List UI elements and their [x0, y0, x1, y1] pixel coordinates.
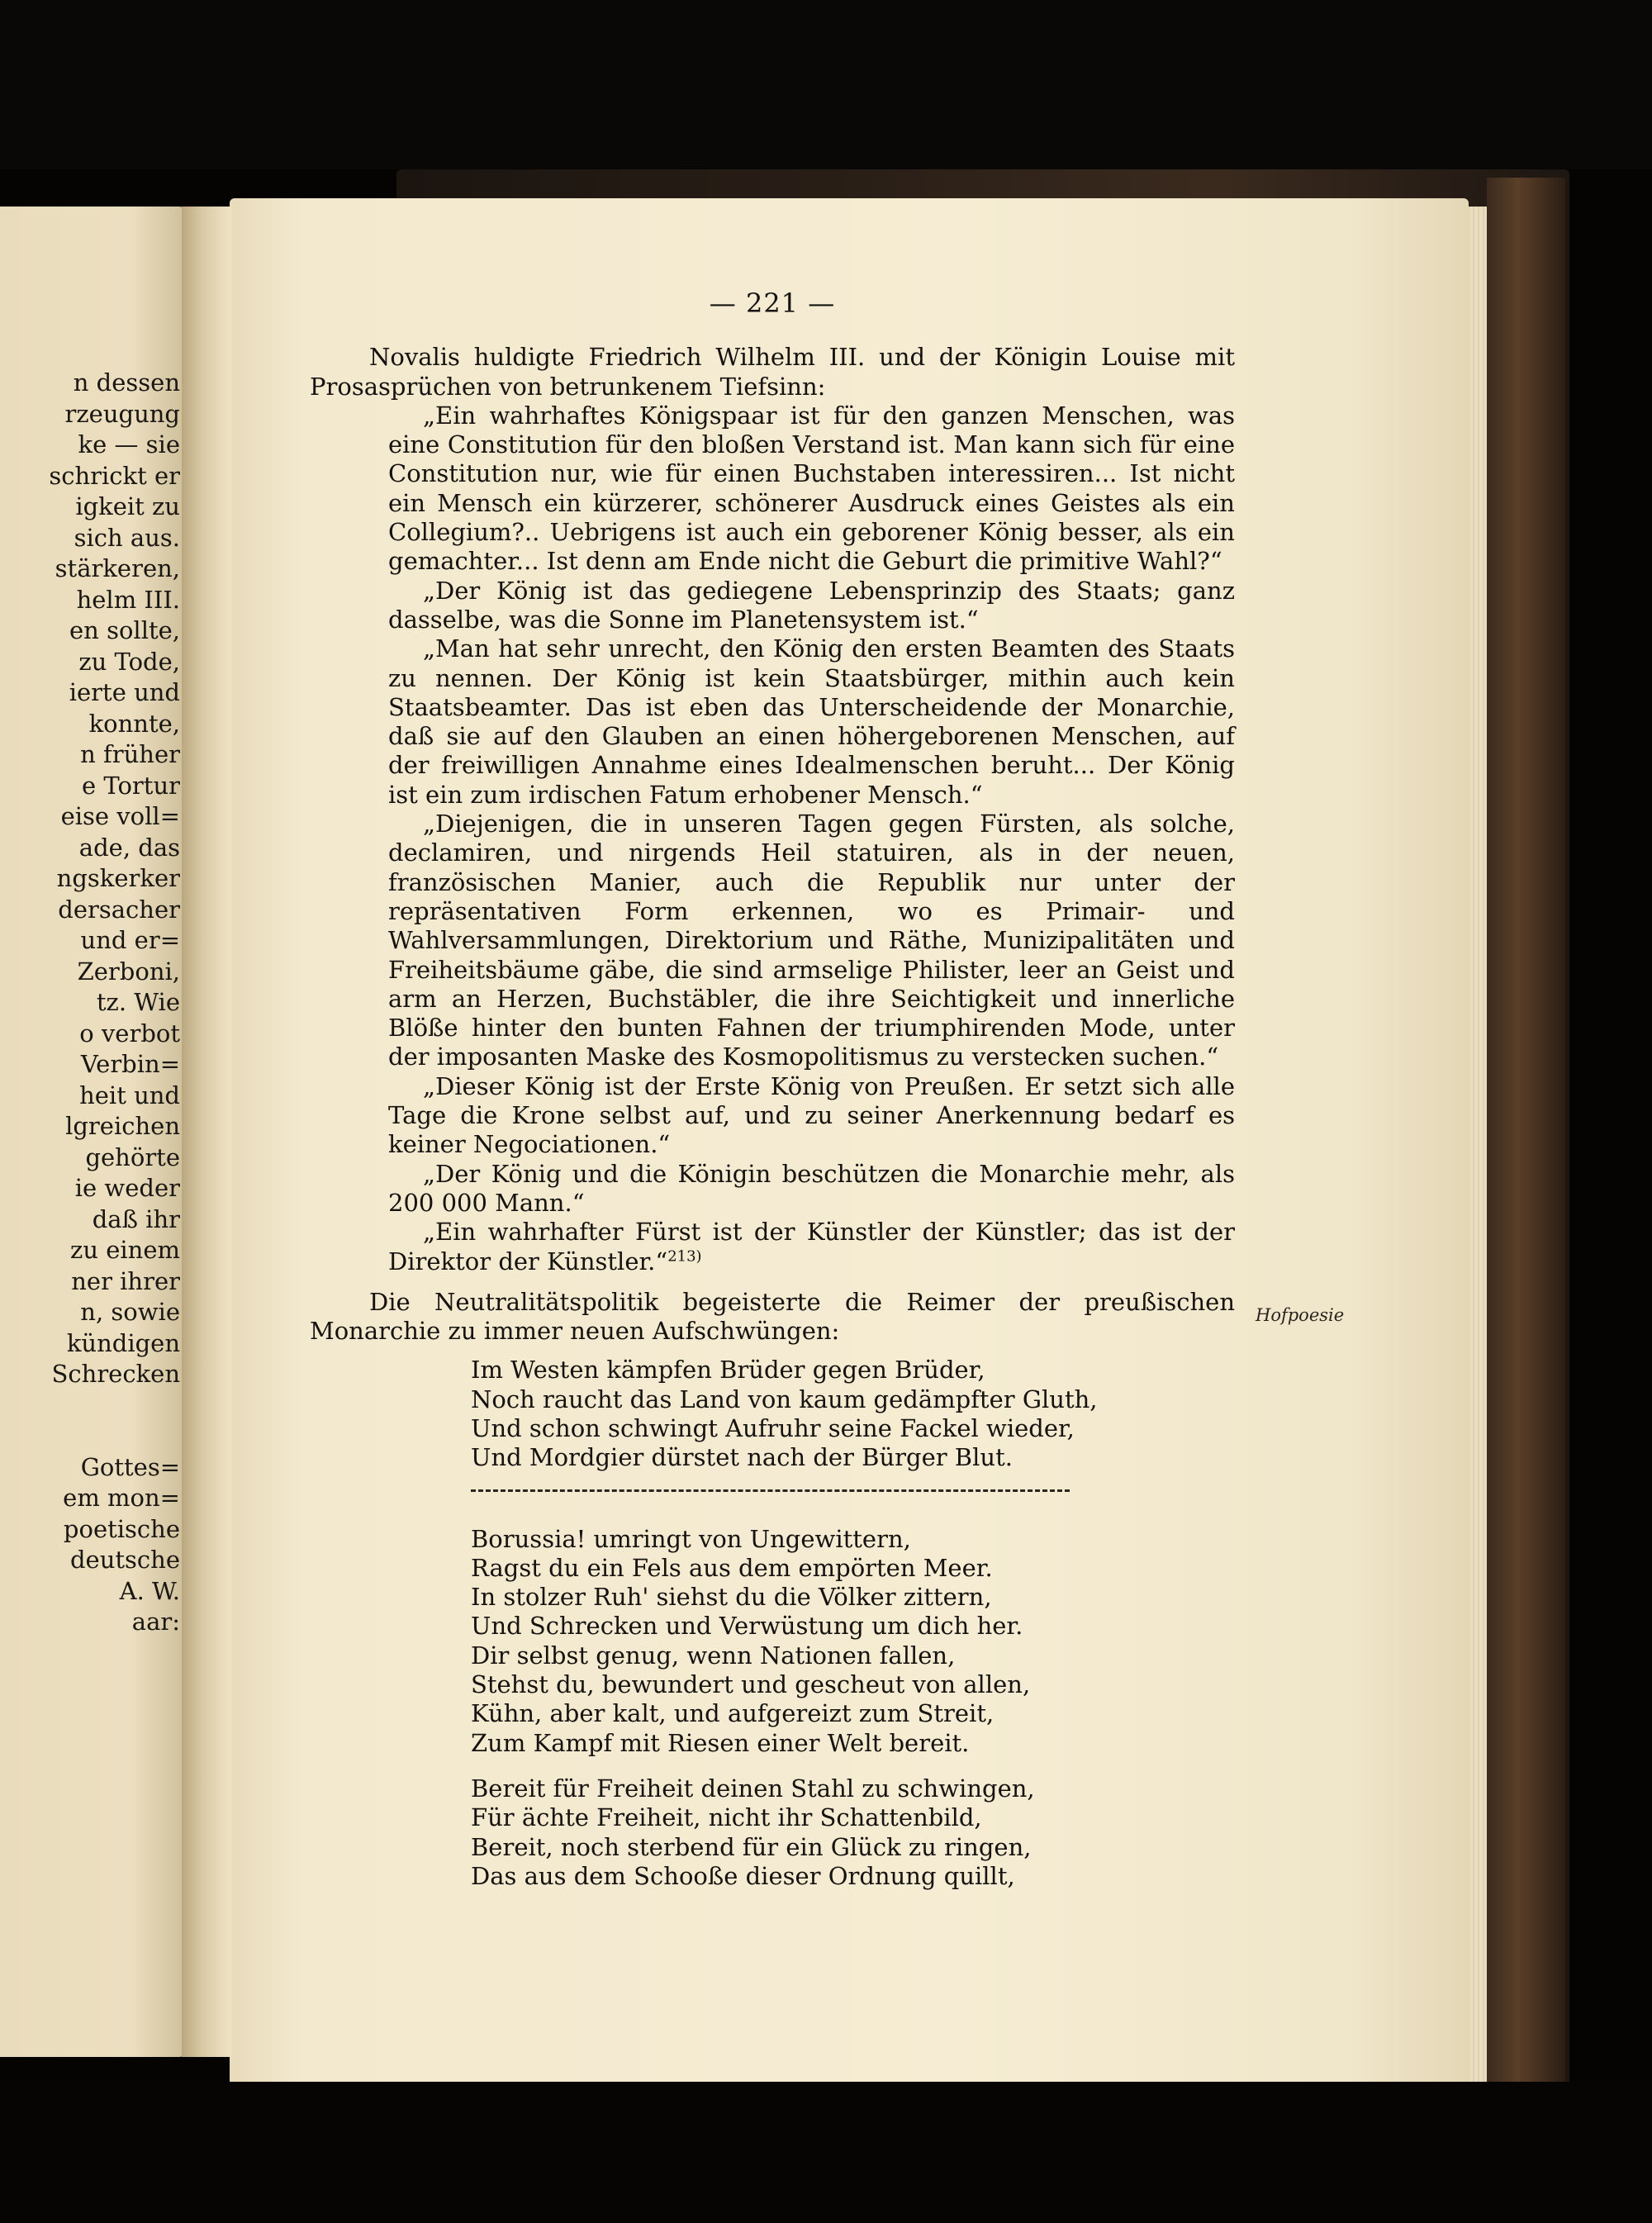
left-page-line: gehörte	[85, 1142, 180, 1171]
intro-paragraph: Novalis huldigte Friedrich Wilhelm III. und der Königin Louise mit Prosasprüchen von betrunkenem Tiefsinn:	[310, 343, 1235, 401]
left-page-line: aar:	[131, 1608, 180, 1636]
quote-paragraph: „Der König ist das gediegene Lebensprinzip des Staats; ganz dasselbe, was die Sonne im Planetensystem ist.“	[388, 576, 1235, 634]
poem-stanza-1	[471, 1356, 1235, 1472]
left-page-line: kündigen	[66, 1328, 180, 1357]
left-page-line: n, sowie	[80, 1298, 180, 1326]
page-number: — 221 —	[709, 287, 836, 319]
left-page-line: ke — sie	[78, 430, 180, 458]
left-page-line: Verbin=	[80, 1050, 180, 1078]
left-page-line: en sollte,	[69, 616, 180, 644]
left-page-line: stärkeren,	[55, 554, 180, 582]
quote-paragraph: „Diejenigen, die in unseren Tagen gegen Fürsten, als solche, declamiren, und nirgends Heil statuiren, als in der neuen, französischen Manier, auch die Republik nur unter der repräsentativen Form erkennen, wo es Primair- und Wahlversammlungen, Direktorium und Räthe, Munizipalitäten und Freiheitsbäume gäbe, die sind armselige Philister, leer an Geist und arm an Herzen, Buchstäbler, die ihre Seichtigkeit und innerliche Blöße hinter den bunten Fahnen der triumphirenden Mode, unter der imposanten Maske des Kosmopolitismus zu verstecken suchen.“	[388, 810, 1235, 1071]
poem-line: Bereit, noch sterbend für ein Glück zu ringen,	[471, 1832, 1032, 1861]
left-page-text	[0, 368, 180, 1638]
poem-line: Stehst du, bewundert und gescheut von allen,	[471, 1670, 1031, 1699]
left-page-line: n dessen	[73, 368, 180, 397]
left-page-line: igkeit zu	[75, 492, 180, 520]
footnote-reference: 213)	[667, 1247, 702, 1265]
quote-paragraph: „Man hat sehr unrecht, den König den ersten Beamten des Staats zu nennen. Der König ist kein Staatsbürger, mithin auch kein Staatsbeamter. Das ist eben das Unterscheidende der Monarchie, daß sie auf den Glauben an einen höhergeborenen Menschen, auf der freiwilligen Annahme eines Idealmenschen beruht... Der König ist ein zum irdischen Fatum erhobener Mensch.“	[388, 634, 1235, 809]
page-text	[310, 289, 1235, 1907]
poem-line: Dir selbst genug, wenn Nationen fallen,	[471, 1641, 956, 1670]
poem-stanza-3	[471, 1774, 1235, 1891]
poem-line: Das aus dem Schooße dieser Ordnung quillt,	[471, 1861, 1015, 1890]
poem-line: Bereit für Freiheit deinen Stahl zu schwingen,	[471, 1774, 1035, 1803]
paragraph-gap	[0, 1390, 180, 1452]
left-page-line: ie weder	[74, 1174, 180, 1202]
left-page-line: Gottes=	[80, 1452, 180, 1481]
left-page-line: ner ihrer	[71, 1266, 180, 1295]
left-page-line: ierte und	[69, 678, 180, 706]
left-page-line: daß ihr	[92, 1204, 180, 1233]
poem-line: Zum Kampf mit Riesen einer Welt bereit.	[471, 1728, 970, 1757]
left-page-line: lgreichen	[65, 1112, 180, 1140]
left-page-line: ngskerker	[56, 864, 180, 892]
stanza-separator	[471, 1489, 1070, 1492]
poem-line: Und schon schwingt Aufruhr seine Fackel wieder,	[471, 1413, 1075, 1442]
poem-stanza-2	[471, 1525, 1235, 1758]
margin-note: Hofpoesie	[1256, 1305, 1345, 1325]
left-page-line: tz. Wie	[96, 988, 180, 1016]
left-page-line: rzeugung	[64, 399, 180, 428]
poem-line: Für ächte Freiheit, nicht ihr Schattenbild,	[471, 1803, 982, 1832]
poem-line: Kühn, aber kalt, und aufgereizt zum Streit,	[471, 1699, 995, 1728]
left-page	[0, 207, 186, 2057]
left-page-line: deutsche	[69, 1546, 180, 1574]
background-top	[0, 0, 1652, 169]
poem-line: In stolzer Ruh' siehst du die Völker zittern,	[471, 1583, 992, 1612]
poem-line: Ragst du ein Fels aus dem empörten Meer.	[471, 1553, 993, 1582]
left-page-line: poetische	[63, 1514, 180, 1543]
left-page-line: sich aus.	[74, 523, 180, 552]
transition-paragraph: Die Neutralitätspolitik begeisterte die Reimer der preußischen Monarchie zu immer neuen Aufschwüngen:	[310, 1287, 1235, 1346]
poem-line: Noch raucht das Land von kaum gedämpfter Gluth,	[471, 1385, 1098, 1413]
left-page-line: Zerboni,	[77, 957, 180, 986]
quote-paragraph: „Der König und die Königin beschützen die Monarchie mehr, als 200 000 Mann.“	[388, 1159, 1235, 1217]
left-page-line: dersacher	[58, 895, 180, 924]
left-page-line: n früher	[80, 740, 180, 768]
left-page-line: zu Tode,	[78, 647, 180, 676]
quote-paragraph-last	[388, 1218, 1235, 1276]
left-page-line: e Tortur	[82, 771, 180, 800]
poem-line: Borussia! umringt von Ungewittern,	[471, 1524, 911, 1553]
left-page-line: helm III.	[76, 585, 180, 614]
book-cover-edge	[1487, 178, 1565, 2102]
left-page-line: eise voll=	[60, 802, 180, 830]
book-gutter	[182, 207, 231, 2057]
left-page-line: em mon=	[63, 1484, 180, 1512]
quote-paragraph: „Ein wahrhaftes Königspaar ist für den ganzen Menschen, was eine Constitution für den bloßen Verstand ist. Man kann sich für eine Constitution nur, wie für einen Buchstaben interessiren... Ist nicht ein Mensch ein kürzerer, schönerer Ausdruck eines Geistes als ein Collegium?.. Uebrigens ist auch ein geborener König besser, als ein gemachter... Ist denn am Ende nicht die Geburt die primitive Wahl?“	[388, 401, 1235, 576]
left-page-line: o verbot	[79, 1019, 180, 1047]
left-page-line: Schrecken	[51, 1360, 180, 1388]
left-page-line: schrickt er	[49, 461, 180, 490]
poem-line: Im Westen kämpfen Brüder gegen Brüder,	[471, 1356, 985, 1385]
poem-line: Und Mordgier dürstet nach der Bürger Blut.	[471, 1443, 1013, 1472]
left-page-line: konnte,	[88, 709, 180, 738]
left-page-line: ade, das	[78, 833, 180, 862]
background-bottom	[0, 2082, 1652, 2223]
quote-paragraph: „Dieser König ist der Erste König von Preußen. Er setzt sich alle Tage die Krone selbst auf, und zu seiner Anerkennung bedarf es keiner Negociationen.“	[388, 1071, 1235, 1159]
poem-line: Und Schrecken und Verwüstung um dich her.	[471, 1612, 1023, 1641]
quote-text: „Ein wahrhafter Fürst ist der Künstler der Künstler; das ist der Direktor der Künstler.“	[388, 1218, 1235, 1275]
left-page-line: heit und	[79, 1081, 180, 1109]
left-page-line: und er=	[80, 926, 180, 954]
left-page-line: A. W.	[119, 1576, 180, 1605]
left-page-line: zu einem	[70, 1236, 180, 1264]
